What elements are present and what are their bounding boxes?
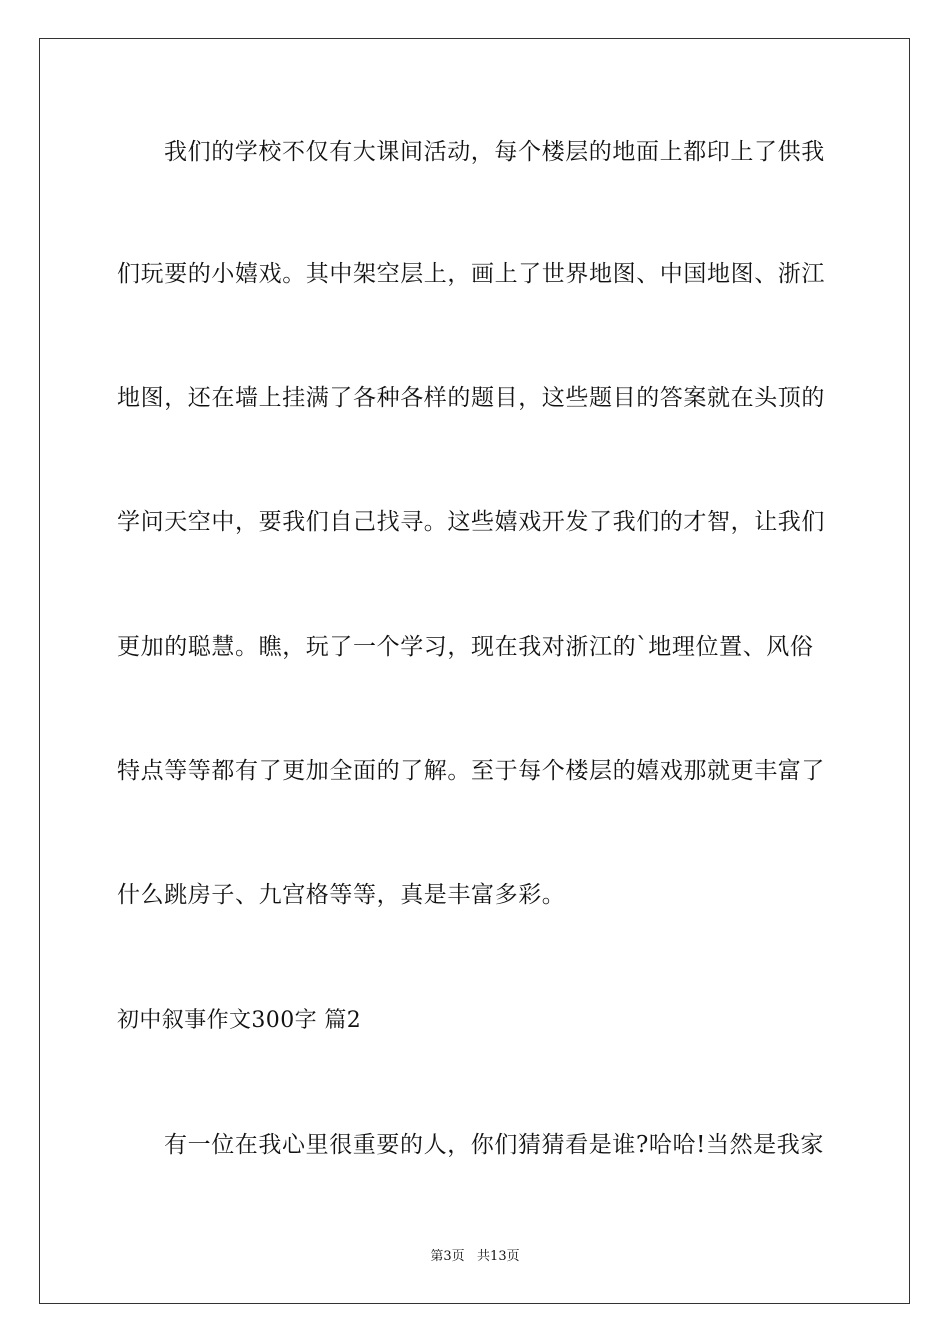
- page-indicator: 第3页 共13页: [430, 1249, 520, 1264]
- section-heading: 初中叙事作文300字 篇2: [117, 1008, 362, 1033]
- paragraph-1-line-1: 我们的学校不仅有大课间活动，每个楼层的地面上都印上了供我: [164, 139, 825, 165]
- paragraph-1-line-2: 们玩要的小嬉戏。其中架空层上，画上了世界地图、中国地图、浙江: [117, 261, 825, 287]
- paragraph-1-line-7: 什么跳房子、九宫格等等，真是丰富多彩。: [117, 882, 566, 908]
- paragraph-1-line-4: 学问天空中，要我们自己找寻。这些嬉戏开发了我们的才智，让我们: [117, 509, 825, 535]
- paragraph-1-line-5: 更加的聪慧。瞧，玩了一个学习，现在我对浙江的`地理位置、风俗: [117, 634, 814, 660]
- paragraph-2-line-1: 有一位在我心里很重要的人，你们猜猜看是谁?哈哈!当然是我家: [164, 1132, 824, 1158]
- paragraph-1-line-6: 特点等等都有了更加全面的了解。至于每个楼层的嬉戏那就更丰富了: [117, 758, 825, 784]
- paragraph-1-line-3: 地图，还在墙上挂满了各种各样的题目，这些题目的答案就在头顶的: [117, 385, 825, 411]
- page-border: [39, 38, 910, 1304]
